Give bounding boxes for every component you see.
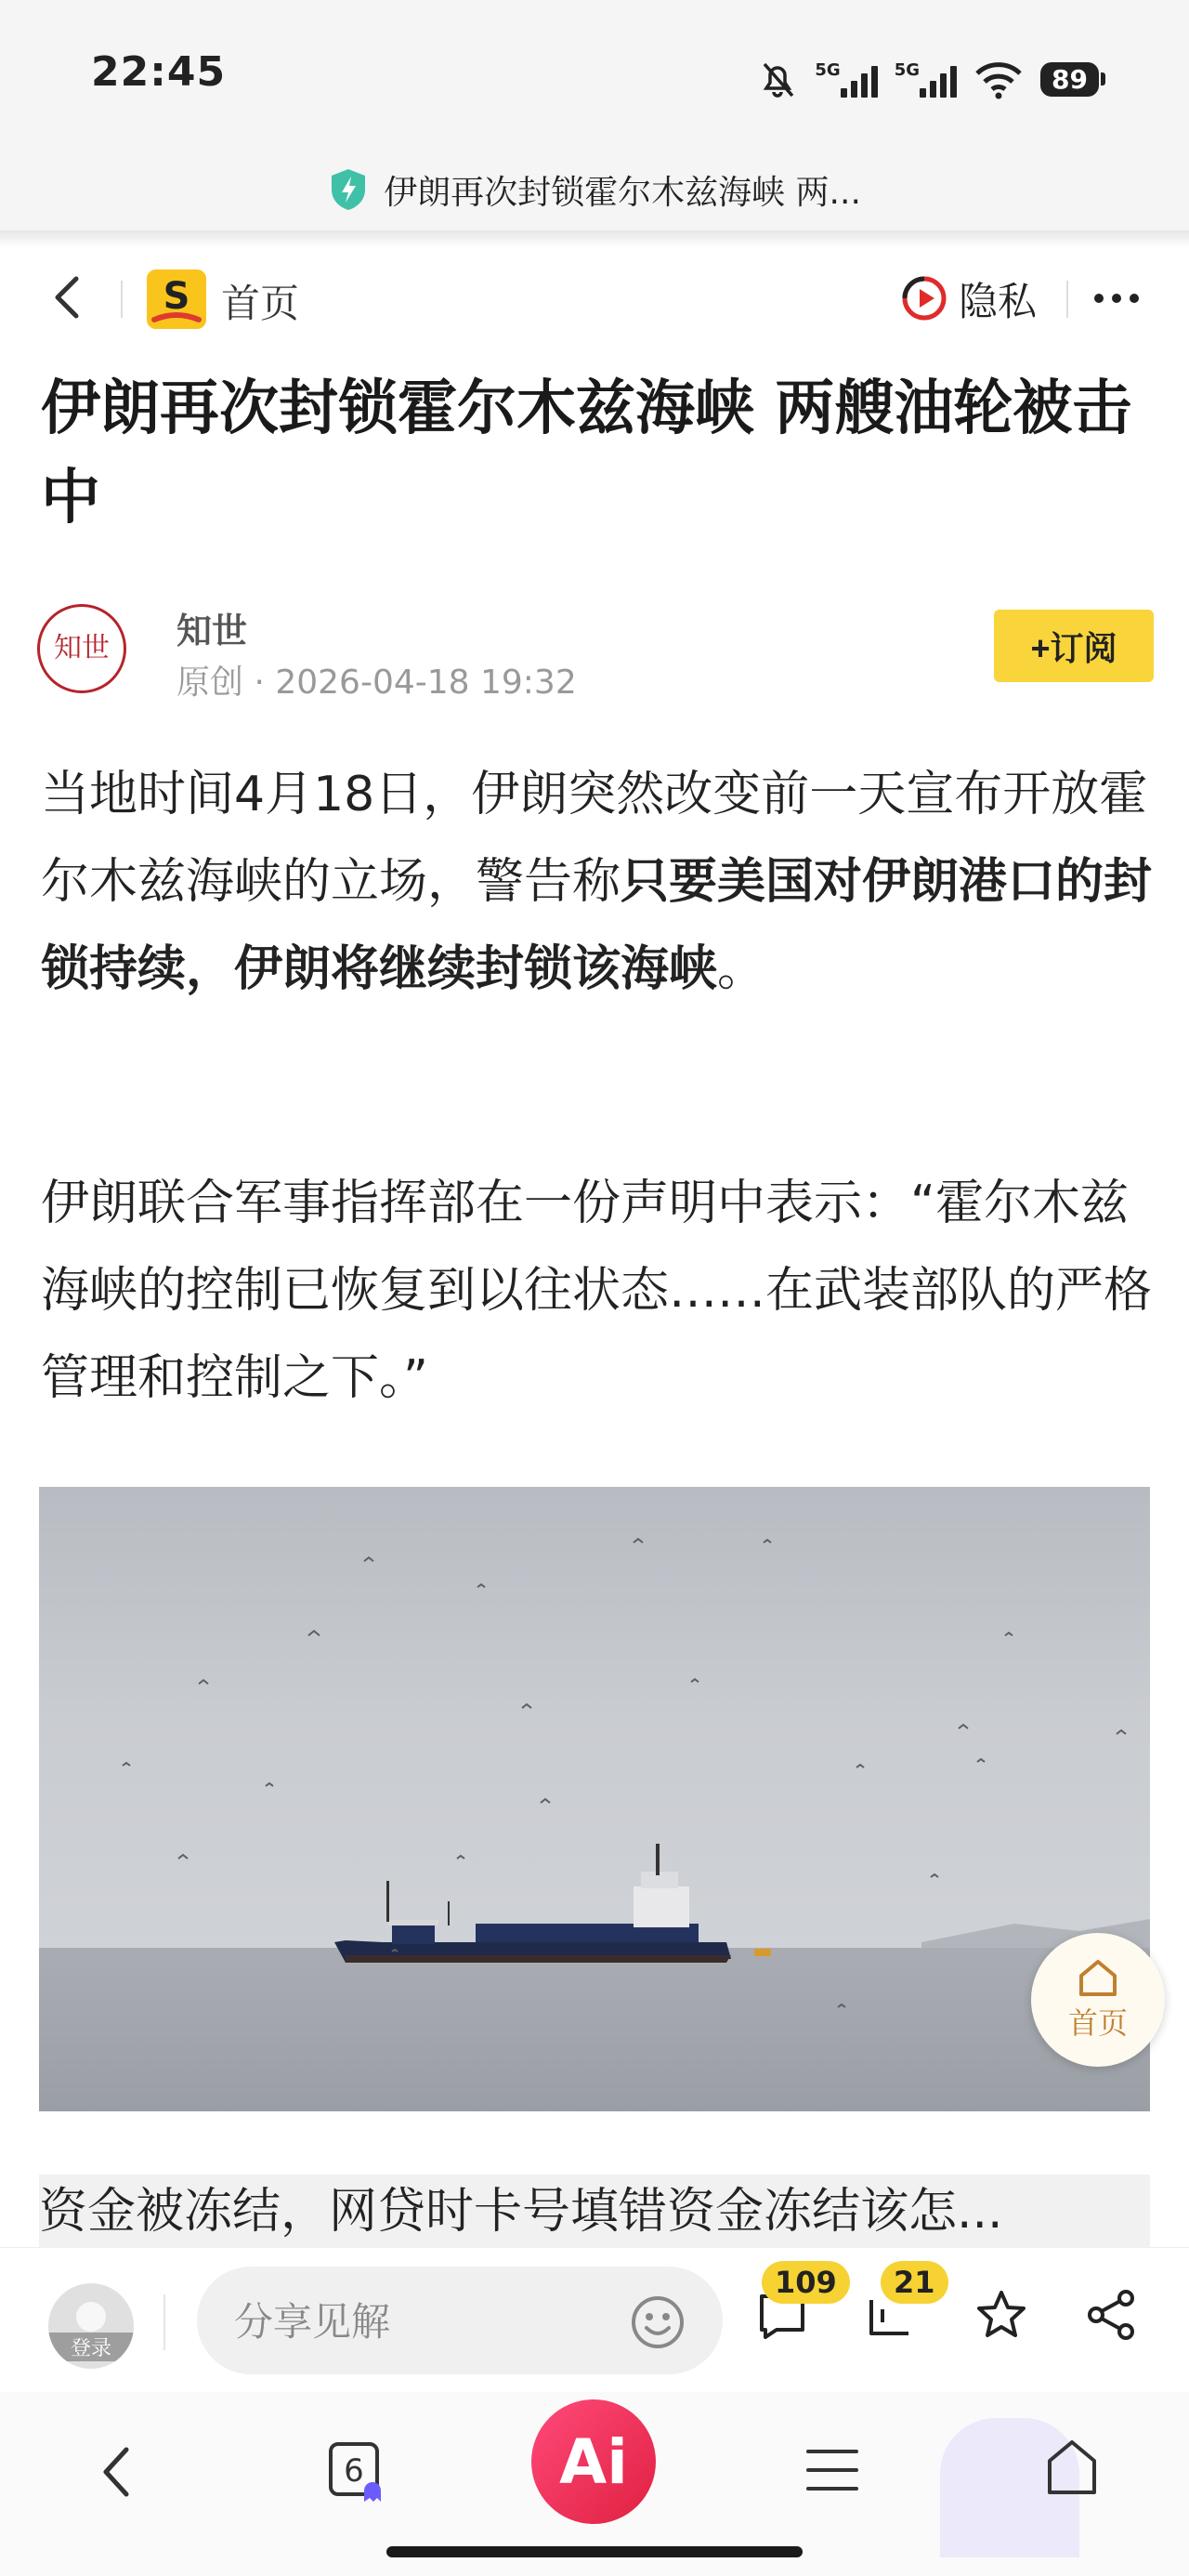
sohu-logo-icon[interactable] [147, 269, 206, 329]
ai-assistant-button[interactable]: Ai [531, 2399, 656, 2524]
login-avatar[interactable] [48, 2283, 134, 2369]
author-meta: 原创 · 2026-04-18 19:32 [176, 664, 577, 702]
author-name[interactable]: 知世 [176, 611, 248, 651]
battery-level: 89 [1040, 62, 1099, 97]
article-paragraph-1 [41, 751, 1156, 1013]
menu-icon[interactable] [804, 2444, 860, 2496]
avatar-text: 知世 [54, 632, 110, 664]
signal-bars-icon [920, 60, 957, 98]
share-icon[interactable] [1083, 2287, 1139, 2343]
home-indicator[interactable] [386, 2546, 803, 2557]
emoji-icon[interactable] [630, 2294, 686, 2350]
url-bar[interactable] [0, 149, 1189, 230]
divider [1066, 281, 1068, 318]
network-type-1: 5G [815, 60, 841, 80]
author-row [37, 602, 1152, 704]
privacy-link[interactable]: 隐私 [959, 279, 1038, 324]
browser-back-icon[interactable] [91, 2435, 143, 2509]
network-type-2: 5G [894, 60, 921, 80]
para1-end: 。 [717, 941, 766, 997]
share-count-badge: 21 [881, 2261, 948, 2304]
wifi-icon [973, 59, 1024, 99]
signal-1 [815, 60, 877, 98]
para1-text: 当地时间4月18日，伊朗突然改变前一天宣布开放霍尔木兹海峡的立场，警告称 [41, 767, 1148, 910]
shield-icon [328, 167, 369, 212]
divider [121, 281, 123, 318]
battery-icon [1040, 62, 1105, 97]
floating-home-label: 首页 [1067, 2005, 1128, 2041]
tabs-icon[interactable] [327, 2440, 385, 2502]
comment-input[interactable] [232, 2293, 608, 2350]
divider [0, 230, 1189, 247]
para1-bold: 只要美国对伊朗港口的封锁持续，伊朗将继续封锁该海峡 [41, 854, 1153, 997]
signal-2 [895, 60, 957, 98]
mute-bell-icon [757, 59, 798, 99]
url-title: 伊朗再次封锁霍尔木兹海峡 两... [384, 173, 861, 212]
browser-home-icon[interactable] [1044, 2437, 1100, 2498]
next-article-teaser[interactable]: 资金被冻结，网贷时卡号填错资金冻结该怎... [39, 2175, 1150, 2249]
home-link[interactable]: 首页 [221, 281, 300, 326]
author-avatar[interactable] [37, 604, 126, 693]
tab-count: 6 [344, 2452, 364, 2490]
more-options-icon[interactable] [1094, 294, 1139, 303]
comment-count-badge: 109 [762, 2261, 850, 2304]
article-paragraph-2: 伊朗联合军事指挥部在一份声明中表示：“霍尔木兹海峡的控制已恢复到以往状态……在武装部队的严格管理和控制之下。” [41, 1176, 1153, 1406]
star-icon[interactable] [973, 2287, 1029, 2343]
article-title: 伊朗再次封锁霍尔木兹海峡 两艘油轮被击中 [41, 375, 1132, 532]
comment-box[interactable] [197, 2267, 723, 2374]
status-bar [0, 0, 1189, 149]
play-privacy-icon[interactable] [901, 275, 947, 322]
status-time: 22:45 [91, 48, 227, 96]
back-icon[interactable] [45, 271, 91, 323]
signal-bars-icon [841, 60, 878, 98]
login-label: 登录 [48, 2333, 134, 2361]
status-icons [757, 51, 1105, 107]
floating-home-button[interactable] [1031, 1933, 1165, 2067]
article-image[interactable] [39, 1487, 1150, 2111]
action-bar [0, 2247, 1189, 2393]
divider [163, 2294, 165, 2350]
subscribe-button[interactable]: +订阅 [994, 610, 1154, 682]
home-icon [1076, 1957, 1120, 1998]
svg-text:S: S [163, 275, 190, 318]
page-nav [0, 251, 1189, 344]
